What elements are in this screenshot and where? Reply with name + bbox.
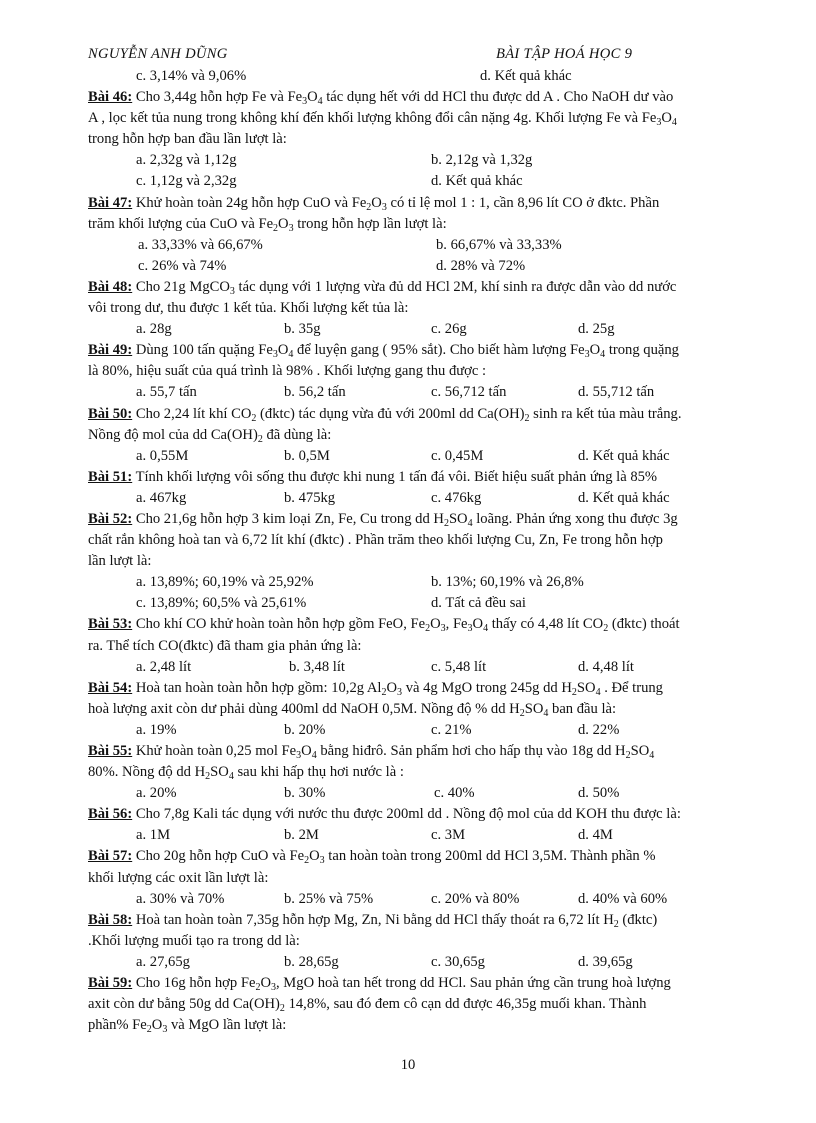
question-text-line bbox=[88, 214, 773, 235]
answer-option: d. 28% và 72% bbox=[436, 257, 526, 274]
answer-option: c. 13,89%; 60,5% và 25,61% bbox=[136, 595, 307, 612]
question-text-line bbox=[88, 129, 773, 150]
answer-option: c. 1,12g và 2,32g bbox=[136, 173, 237, 190]
question-text-line bbox=[88, 551, 773, 572]
answer-options bbox=[88, 488, 773, 509]
question-text: vôi trong dư, thu được 1 kết tủa. Khối lượng kết tủa là: bbox=[88, 300, 409, 317]
answer-option: b. 13%; 60,19% và 26,8% bbox=[431, 574, 584, 591]
answer-option: c. 3M bbox=[431, 827, 466, 844]
answer-options bbox=[88, 593, 773, 614]
answer-option: d. 55,712 tấn bbox=[578, 384, 655, 401]
answer-options bbox=[88, 319, 773, 340]
question-text: trăm khối lượng của CuO và $Fe_2O_3$ trong hỗn hợp lần lượt là: bbox=[88, 215, 447, 234]
question-number: Bài 55: bbox=[88, 743, 133, 759]
question-number: Bài 48: bbox=[88, 278, 133, 295]
answer-option: c. 40% bbox=[434, 785, 475, 802]
exercise-list bbox=[88, 66, 773, 1036]
answer-options bbox=[88, 952, 773, 973]
answer-option: d. 4M bbox=[578, 827, 613, 844]
answer-options bbox=[88, 382, 773, 403]
question-line bbox=[88, 910, 773, 931]
page-number: 10 bbox=[400, 1057, 416, 1073]
question-text-line bbox=[88, 868, 773, 889]
question-text-line bbox=[88, 530, 773, 551]
answer-option: d. Kết quả khác bbox=[578, 489, 670, 506]
question-text: lần lượt là: bbox=[88, 553, 152, 570]
answer-options bbox=[88, 171, 773, 192]
question-text: Cho 7,8g Kali tác dụng với nước thu được 200ml dd . Nồng độ mol của dd KOH thu được là: bbox=[132, 806, 681, 823]
question-number: Bài 51: bbox=[88, 468, 133, 485]
answer-option: c. 5,48 lít bbox=[431, 658, 487, 675]
question-text-line bbox=[88, 425, 773, 446]
header-subject: BÀI TẬP HOÁ HỌC 9 bbox=[496, 46, 633, 62]
question-line bbox=[88, 614, 773, 635]
answer-option: c. 3,14% và 9,06% bbox=[136, 68, 247, 84]
answer-option: a. 20% bbox=[136, 785, 177, 802]
question-number: Bài 50: bbox=[88, 405, 133, 422]
question-text-line bbox=[88, 994, 773, 1015]
answer-options bbox=[88, 66, 773, 87]
question-text: ra. Thể tích CO(đktc) đã tham gia phản ứng là: bbox=[88, 637, 362, 654]
answer-options bbox=[88, 825, 773, 846]
answer-option: a. 28g bbox=[136, 321, 172, 338]
question-text: Tính khối lượng vôi sống thu được khi nung 1 tấn đá vôi. Biết hiệu suất phản ứng là 85% bbox=[132, 468, 658, 485]
question-number: Bài 58: bbox=[88, 911, 133, 928]
question-text: 80%. Nồng độ dd $H_2SO_4$ sau khi hấp thụ hơi nước là : bbox=[88, 764, 404, 783]
question-number: Bài 47: bbox=[88, 194, 133, 211]
question-text: Cho 21,6g hỗn hợp 3 kim loại Zn, Fe, Cu trong dd $H_2SO_4$ loãng. Phản ứng xong thu được 3g bbox=[132, 510, 678, 529]
answer-option: d. Kết quả khác bbox=[578, 447, 670, 464]
question-number: Bài 49: bbox=[88, 342, 133, 359]
question-text: Khử hoàn toàn 24g hỗn hợp CuO và $Fe_2O_3$ có tỉ lệ mol 1 : 1, cần 8,96 lít CO ở đktc. Phần bbox=[132, 194, 660, 213]
answer-option: a. 27,65g bbox=[136, 953, 190, 970]
question-text: Dùng 100 tấn quặng $Fe_3O_4$ để luyện gang ( 95% sắt). Cho biết hàm lượng $Fe_3O_4$ trong quặng bbox=[132, 342, 679, 361]
question-line bbox=[88, 678, 773, 699]
answer-options bbox=[88, 720, 773, 741]
question-text: Cho 16g hỗn hợp $Fe_2O_3$, MgO hoà tan hết trong dd HCl. Sau phản ứng cần trung hoà lượng bbox=[132, 975, 671, 994]
answer-option: d. 50% bbox=[578, 785, 620, 802]
answer-option: d. Kết quả khác bbox=[431, 173, 523, 190]
answer-options bbox=[88, 150, 773, 171]
question-line bbox=[88, 87, 773, 108]
question-line bbox=[88, 467, 773, 488]
answer-option: b. 28,65g bbox=[284, 953, 339, 970]
answer-option: d. 25g bbox=[578, 321, 615, 338]
question-text: Nồng độ mol của dd $Ca(OH)_2$ đã dùng là: bbox=[88, 426, 332, 445]
answer-option: b. 475kg bbox=[284, 489, 336, 506]
answer-option: c. 30,65g bbox=[431, 953, 485, 970]
answer-option: a. 33,33% và 66,67% bbox=[138, 236, 263, 253]
answer-option: d. 22% bbox=[578, 721, 620, 738]
question-text: Cho 2,24 lít khí $CO_2$ (đktc) tác dụng vừa đủ với 200ml dd $Ca(OH)_2$ sinh ra kết tủa màu trắng. bbox=[132, 405, 682, 424]
answer-option: a. 467kg bbox=[136, 489, 187, 506]
question-text: chất rắn không hoà tan và 6,72 lít khí (đktc) . Phần trăm theo khối lượng Cu, Zn, Fe trong hỗn hợp bbox=[88, 532, 663, 549]
answer-option: c. 476kg bbox=[431, 489, 482, 506]
question-number: Bài 52: bbox=[88, 510, 133, 527]
answer-option: c. 21% bbox=[431, 721, 472, 738]
question-text: Khử hoàn toàn 0,25 mol $Fe_3O_4$ bằng hiđrô. Sản phẩm hơi cho hấp thụ vào 18g dd $H_2SO_4$ bbox=[132, 743, 655, 761]
question-text-line bbox=[88, 699, 773, 720]
answer-options bbox=[88, 256, 773, 277]
question-text: A , lọc kết tủa nung trong không khí đến khối lượng không đổi cân nặng 4g. Khối lượng Fe và $Fe_3O_4$ bbox=[88, 110, 677, 129]
answer-option: a. 19% bbox=[136, 721, 177, 738]
answer-option: b. 2M bbox=[284, 827, 319, 844]
question-text-line bbox=[88, 108, 773, 129]
answer-options bbox=[88, 446, 773, 467]
question-text: Cho 21g MgCO$_3$ tác dụng với 1 lượng vừa đủ dd HCl 2M, khí sinh ra được dẫn vào dd nước bbox=[132, 278, 677, 297]
answer-option: d. 39,65g bbox=[578, 953, 633, 970]
question-text-line bbox=[88, 636, 773, 657]
question-text-line bbox=[88, 361, 773, 382]
answer-option: a. 2,32g và 1,12g bbox=[136, 152, 237, 169]
header-author: NGUYỄN ANH DŨNG bbox=[88, 46, 228, 62]
question-text: Hoà tan hoàn toàn 7,35g hỗn hợp Mg, Zn, Ni bằng dd HCl thấy thoát ra 6,72 lít $H_2$ (đktc) bbox=[132, 911, 658, 930]
question-number: Bài 46: bbox=[88, 89, 133, 106]
question-text-line bbox=[88, 931, 773, 952]
question-line bbox=[88, 804, 773, 825]
question-text: axit còn dư bằng 50g dd $Ca(OH)_2$ 14,8%, sau đó đem cô cạn dd được 46,35g muối khan. Thành bbox=[88, 996, 647, 1015]
answer-option: d. Tất cả đều sai bbox=[431, 595, 526, 612]
answer-option: b. 0,5M bbox=[284, 447, 330, 464]
question-text: phần% $Fe_2O_3$ và MgO lần lượt là: bbox=[88, 1017, 287, 1036]
question-line bbox=[88, 193, 773, 214]
question-text: là 80%, hiệu suất của quá trình là 98% . Khối lượng gang thu được : bbox=[88, 363, 487, 380]
question-number: Bài 54: bbox=[88, 679, 133, 696]
answer-options bbox=[88, 889, 773, 910]
question-text: trong hỗn hợp ban đầu lần lượt là: bbox=[88, 131, 287, 148]
question-line bbox=[88, 973, 773, 994]
page-header bbox=[88, 46, 748, 68]
question-line bbox=[88, 509, 773, 530]
question-line bbox=[88, 846, 773, 867]
answer-option: c. 56,712 tấn bbox=[431, 384, 507, 401]
answer-option: d. 40% và 60% bbox=[578, 890, 668, 907]
question-text: Cho khí CO khử hoàn toàn hỗn hợp gồm FeO, $Fe_2O_3$, $Fe_3O_4$ thấy có 4,48 lít $CO_2$ (đktc) thoát bbox=[132, 616, 680, 635]
question-line bbox=[88, 340, 773, 361]
answer-options bbox=[88, 783, 773, 804]
question-text-line bbox=[88, 1015, 773, 1036]
question-number: Bài 56: bbox=[88, 806, 133, 823]
question-text: Hoà tan hoàn toàn hỗn hợp gồm: 10,2g $Al_2O_3$ và 4g MgO trong 245g dd $H_2SO_4$ . Để trung bbox=[132, 679, 663, 698]
answer-option: c. 26% và 74% bbox=[138, 257, 227, 274]
answer-option: b. 35g bbox=[284, 321, 321, 338]
answer-option: b. 25% và 75% bbox=[284, 890, 374, 907]
question-text-line bbox=[88, 762, 773, 783]
question-number: Bài 53: bbox=[88, 616, 133, 633]
answer-option: b. 3,48 lít bbox=[289, 658, 345, 675]
answer-option: a. 30% và 70% bbox=[136, 890, 225, 907]
answer-option: b. 66,67% và 33,33% bbox=[436, 236, 562, 253]
answer-option: c. 0,45M bbox=[431, 447, 484, 464]
answer-options bbox=[88, 235, 773, 256]
answer-option: c. 20% và 80% bbox=[431, 890, 520, 907]
answer-option: b. 20% bbox=[284, 721, 326, 738]
answer-options bbox=[88, 657, 773, 678]
answer-option: c. 26g bbox=[431, 321, 467, 338]
question-text: .Khối lượng muối tạo ra trong dd là: bbox=[88, 932, 300, 949]
question-text: Cho 20g hỗn hợp CuO và $Fe_2O_3$ tan hoàn toàn trong 200ml dd HCl 3,5M. Thành phần % bbox=[132, 848, 656, 867]
answer-option: a. 13,89%; 60,19% và 25,92% bbox=[136, 574, 314, 591]
question-text-line bbox=[88, 298, 773, 319]
question-text: Cho 3,44g hỗn hợp Fe và $Fe_3O_4$ tác dụng hết với dd HCl thu được dd A . Cho NaOH dư vào bbox=[132, 89, 674, 108]
question-number: Bài 59: bbox=[88, 975, 133, 992]
question-number: Bài 57: bbox=[88, 848, 133, 865]
answer-option: b. 56,2 tấn bbox=[284, 384, 346, 401]
answer-option: a. 55,7 tấn bbox=[136, 384, 197, 401]
question-line bbox=[88, 277, 773, 298]
answer-options bbox=[88, 572, 773, 593]
answer-option: d. 4,48 lít bbox=[578, 658, 634, 675]
question-line bbox=[88, 404, 773, 425]
answer-option: b. 30% bbox=[284, 785, 326, 802]
question-line bbox=[88, 741, 773, 762]
answer-option: b. 2,12g và 1,32g bbox=[431, 152, 533, 169]
question-text: hoà lượng axit còn dư phải dùng 400ml dd NaOH 0,5M. Nồng độ % dd $H_2SO_4$ ban đầu là: bbox=[88, 700, 617, 719]
answer-option: a. 0,55M bbox=[136, 447, 189, 464]
answer-option: d. Kết quả khác bbox=[480, 68, 572, 84]
answer-option: a. 2,48 lít bbox=[136, 658, 192, 675]
answer-option: a. 1M bbox=[136, 827, 171, 844]
question-text: khối lượng các oxit lần lượt là: bbox=[88, 869, 269, 886]
